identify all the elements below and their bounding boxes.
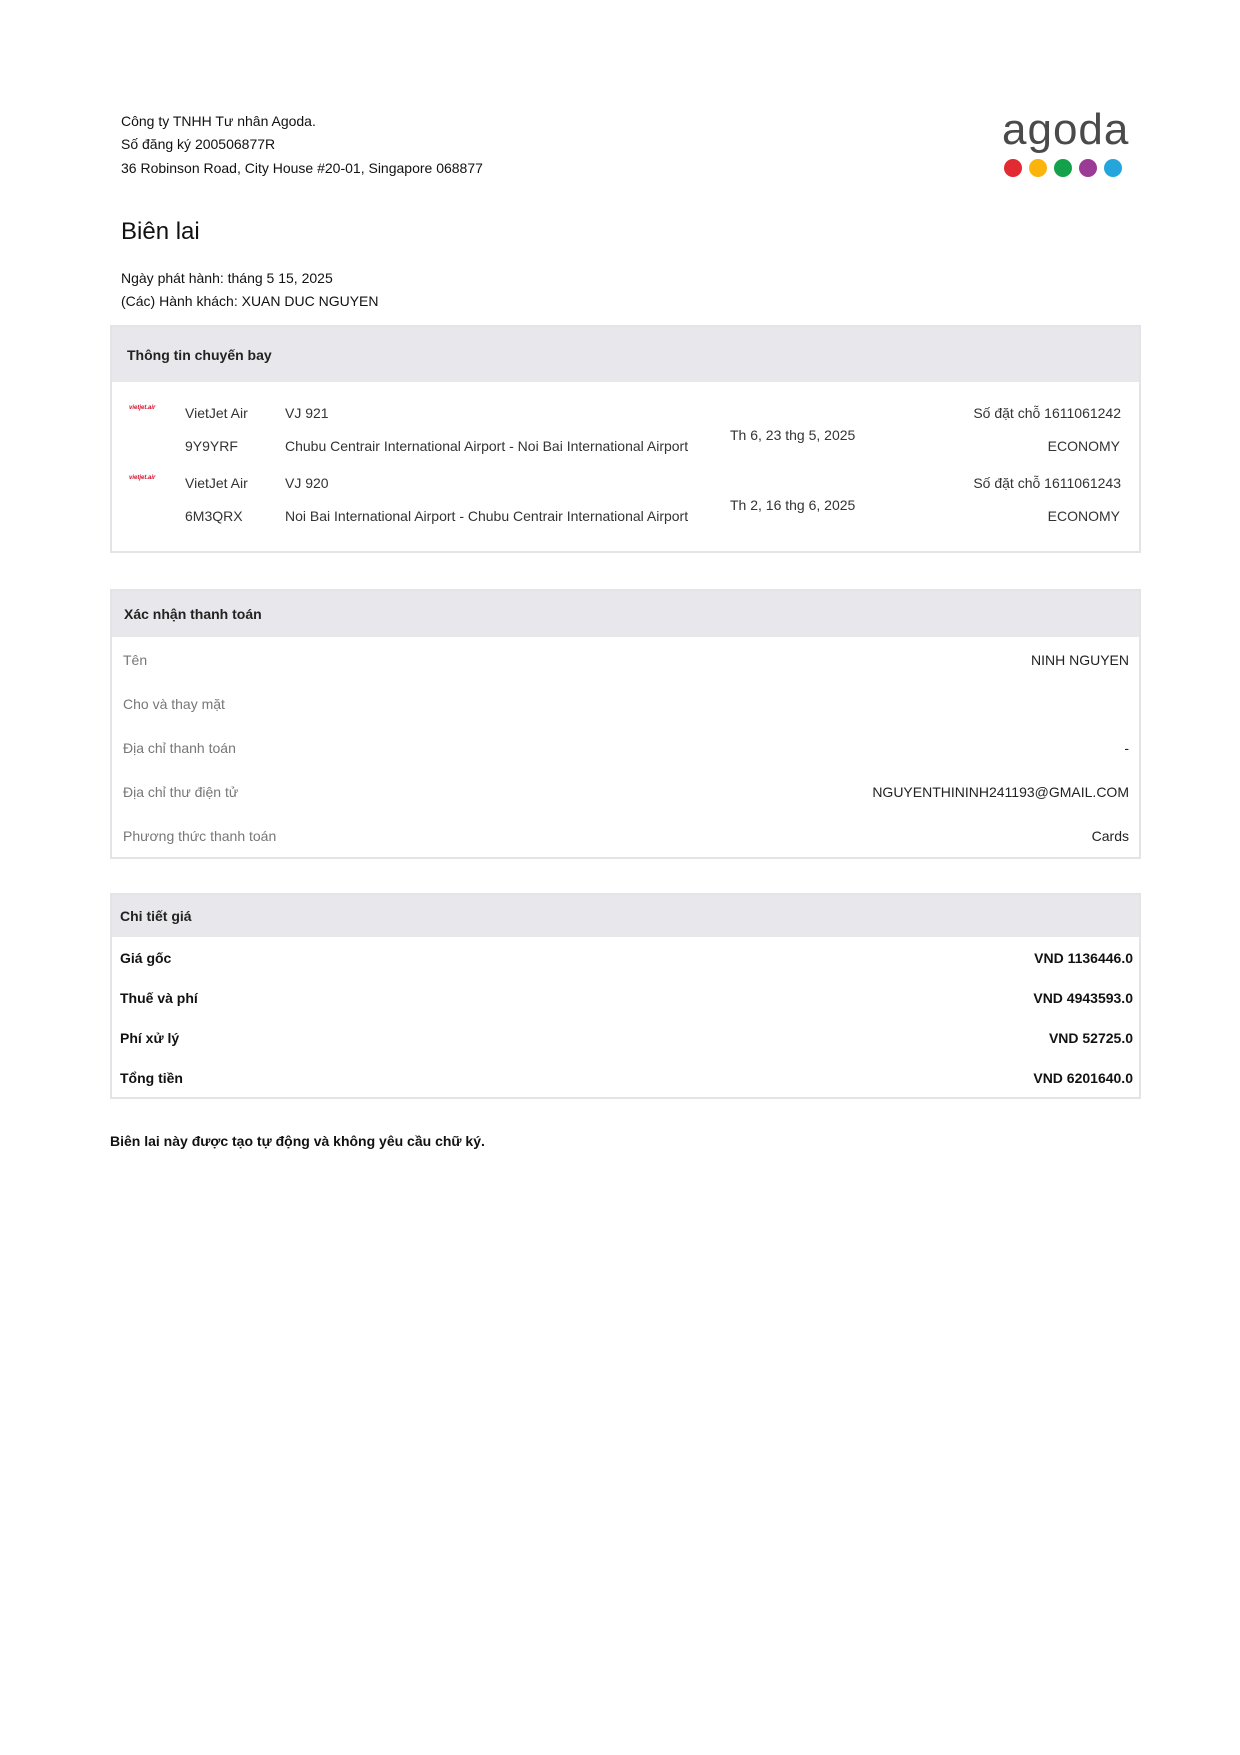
flight-date: Th 6, 23 thg 5, 2025 — [730, 427, 856, 443]
payment-row-billing-address — [112, 725, 1139, 769]
flight-date: Th 2, 16 thg 6, 2025 — [730, 497, 856, 513]
passengers: (Các) Hành khách: XUAN DUC NGUYEN — [121, 293, 379, 309]
airline-name: VietJet Air — [185, 405, 248, 421]
price-value: VND 4943593.0 — [1033, 990, 1133, 1006]
price-row-processing-fee — [112, 1017, 1139, 1057]
payment-row-email — [112, 769, 1139, 813]
booking-number: Số đặt chỗ 1611061243 — [973, 475, 1121, 491]
flight-number: VJ 921 — [285, 405, 329, 421]
pnr-code: 6M3QRX — [185, 508, 243, 524]
vietjet-logo: vietjet.air — [129, 475, 156, 481]
cabin-class: ECONOMY — [1047, 438, 1120, 454]
payment-label: Phương thức thanh toán — [123, 828, 277, 844]
price-section — [110, 893, 1141, 1099]
company-name: Công ty TNHH Tư nhân Agoda. — [121, 113, 316, 129]
payment-value: Cards — [1091, 828, 1129, 844]
logo-dot-yellow — [1029, 159, 1047, 177]
price-value: VND 1136446.0 — [1034, 950, 1133, 966]
flight-number: VJ 920 — [285, 475, 329, 491]
payment-value: NGUYENTHININH241193@GMAIL.COM — [872, 784, 1129, 800]
agoda-logo-text: agoda — [1002, 105, 1130, 154]
agoda-logo — [1000, 105, 1130, 183]
payment-section — [110, 589, 1141, 859]
price-heading: Chi tiết giá — [112, 895, 1139, 937]
logo-dot-red — [1004, 159, 1022, 177]
airline-name: VietJet Air — [185, 475, 248, 491]
payment-value: - — [1124, 740, 1129, 756]
flight-route: Noi Bai International Airport - Chubu Centrair International Airport — [285, 508, 689, 524]
price-row-base — [112, 937, 1139, 977]
company-registration: Số đăng ký 200506877R — [121, 136, 276, 152]
payment-heading: Xác nhận thanh toán — [112, 591, 1139, 637]
payment-row-on-behalf — [112, 681, 1139, 725]
payment-label: Địa chỉ thanh toán — [123, 740, 236, 756]
logo-dot-green — [1054, 159, 1072, 177]
receipt-title: Biên lai — [121, 218, 200, 245]
price-label: Tổng tiền — [120, 1070, 183, 1086]
payment-label: Địa chỉ thư điện tử — [123, 784, 239, 800]
price-value: VND 52725.0 — [1048, 1030, 1133, 1046]
price-label: Thuế và phí — [120, 990, 198, 1006]
price-row-total — [112, 1057, 1139, 1097]
payment-label: Cho và thay mặt — [123, 696, 225, 712]
payment-label: Tên — [123, 652, 148, 668]
price-value: VND 6201640.0 — [1033, 1070, 1133, 1086]
vietjet-logo: vietjet.air — [129, 405, 156, 411]
payment-row-name — [112, 637, 1139, 681]
payment-value: NINH NGUYEN — [1030, 652, 1129, 668]
logo-dot-blue — [1104, 159, 1122, 177]
price-label: Phí xử lý — [120, 1030, 180, 1046]
company-address: 36 Robinson Road, City House #20-01, Singapore 068877 — [121, 160, 483, 176]
logo-dot-purple — [1079, 159, 1097, 177]
flight-route: Chubu Centrair International Airport - Noi Bai International Airport — [285, 438, 689, 454]
flight-info-heading: Thông tin chuyến bay — [112, 327, 1139, 382]
booking-number: Số đặt chỗ 1611061242 — [973, 405, 1121, 421]
cabin-class: ECONOMY — [1047, 508, 1120, 524]
issue-date: Ngày phát hành: tháng 5 15, 2025 — [121, 270, 333, 286]
flight-info-section — [110, 325, 1141, 553]
payment-row-method — [112, 813, 1139, 857]
auto-generated-note: Biên lai này được tạo tự động và không yêu cầu chữ ký. — [110, 1133, 485, 1149]
price-row-taxes — [112, 977, 1139, 1017]
agoda-logo-dots — [1004, 159, 1130, 177]
price-label: Giá gốc — [120, 950, 172, 966]
pnr-code: 9Y9YRF — [185, 438, 238, 454]
